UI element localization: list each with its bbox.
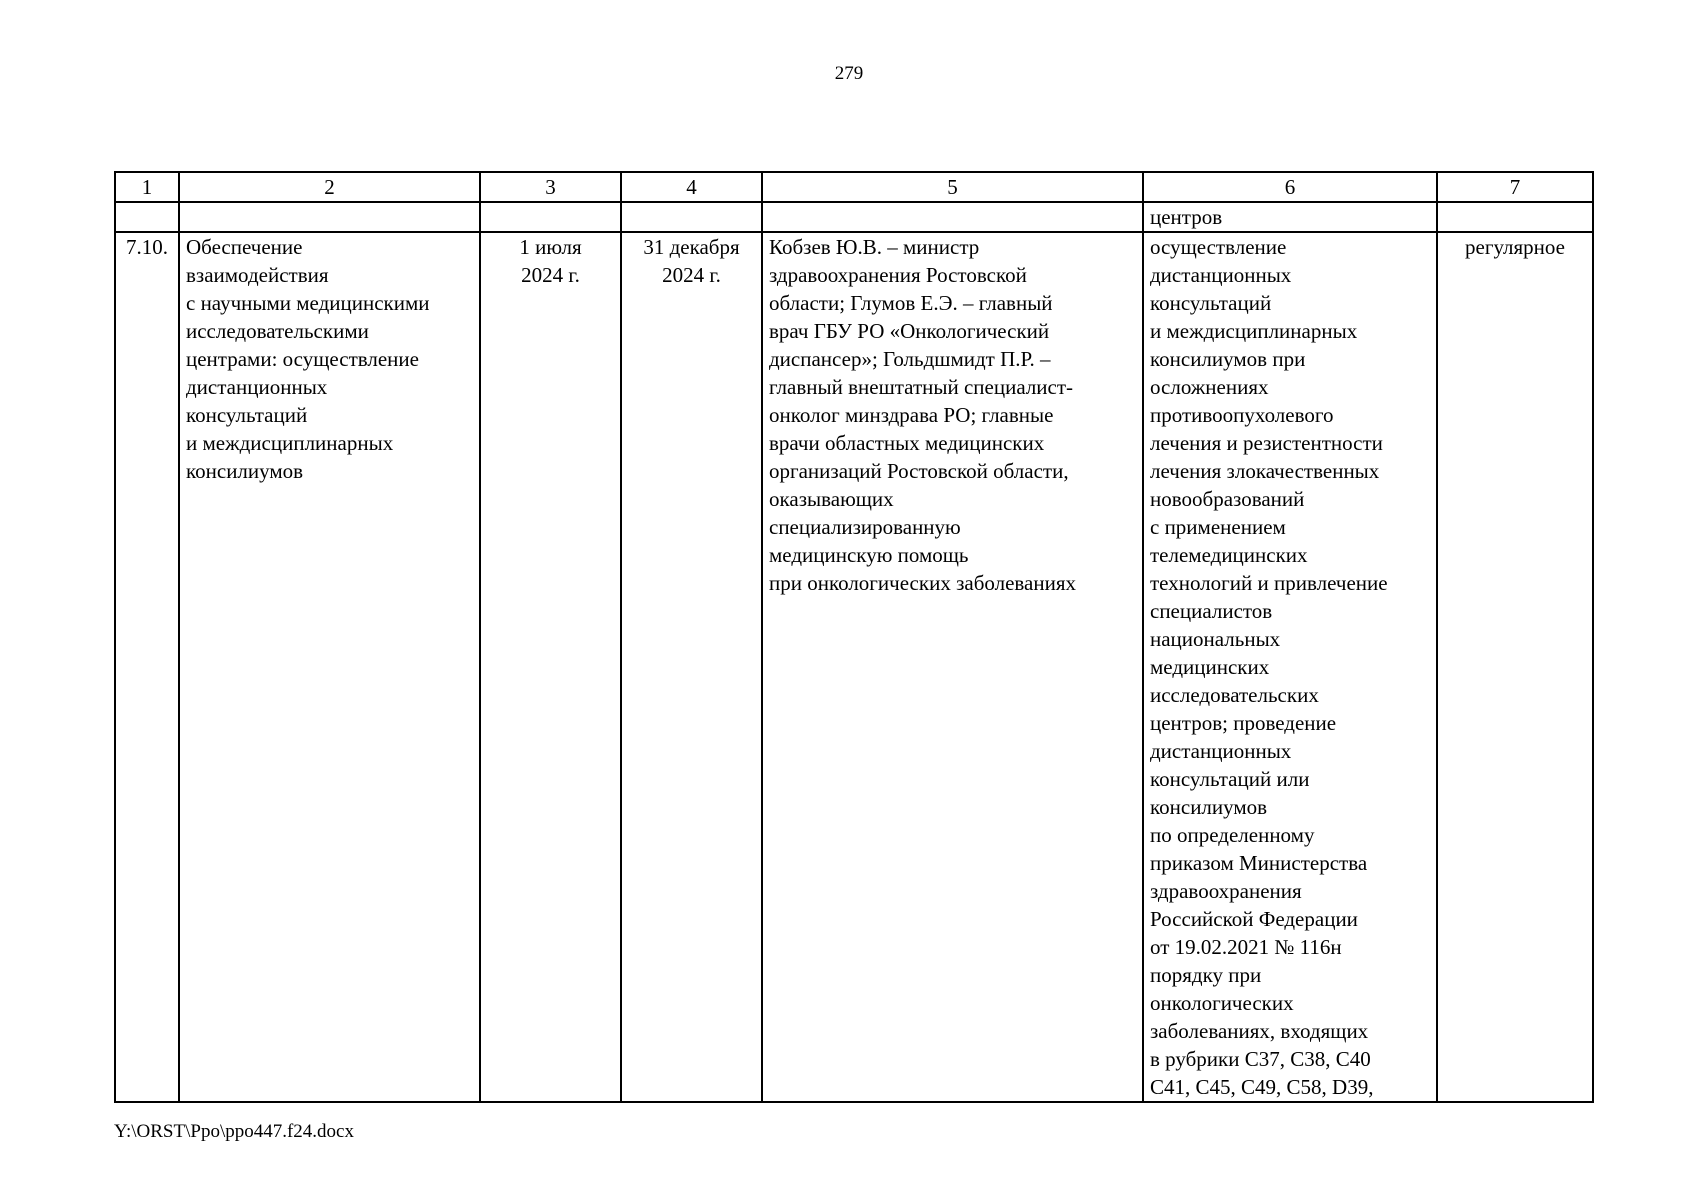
cont-cell-5 xyxy=(762,202,1143,232)
description-line: центрами: осуществление xyxy=(186,347,419,371)
responsible-line: диспансер»; Гольдшмидт П.Р. – xyxy=(769,347,1051,371)
header-cell-5: 5 xyxy=(762,172,1143,202)
result-line: специалистов xyxy=(1150,599,1273,623)
description-line: и междисциплинарных xyxy=(186,431,394,455)
result-line: консилиумов при xyxy=(1150,347,1306,371)
result-line: центров; проведение xyxy=(1150,711,1337,735)
header-cell-3: 3 xyxy=(480,172,621,202)
header-cell-2: 2 xyxy=(179,172,480,202)
header-cell-6: 6 xyxy=(1143,172,1437,202)
result-line: порядку при xyxy=(1150,963,1262,987)
result-line: консилиумов xyxy=(1150,795,1268,819)
result-line: национальных xyxy=(1150,627,1281,651)
description-line: консультаций xyxy=(186,403,308,427)
responsible-line: врач ГБУ РО «Онкологический xyxy=(769,319,1050,343)
table-row xyxy=(115,232,1593,1102)
description-line: дистанционных xyxy=(186,375,328,399)
description-line: взаимодействия xyxy=(186,263,329,287)
result-line: медицинских xyxy=(1150,655,1270,679)
responsible-line: при онкологических заболеваниях xyxy=(769,571,1076,595)
result-line: лечения злокачественных xyxy=(1150,459,1380,483)
result-line: исследовательских xyxy=(1150,683,1319,707)
item-description xyxy=(179,232,480,1102)
result-line: онкологических xyxy=(1150,991,1294,1015)
result-line: противоопухолевого xyxy=(1150,403,1334,427)
continuation-row xyxy=(115,202,1593,232)
result-line: осложнениях xyxy=(1150,375,1269,399)
footer-file-path: Y:\ORST\Ppo\ppo447.f24.docx xyxy=(114,1121,354,1142)
header-cell-7: 7 xyxy=(1437,172,1593,202)
responsible-line: организаций Ростовской области, xyxy=(769,459,1069,483)
header-cell-1: 1 xyxy=(115,172,179,202)
result-line: осуществление xyxy=(1150,235,1287,259)
responsible-line: здравоохранения Ростовской xyxy=(769,263,1027,287)
responsible-line: Кобзев Ю.В. – министр xyxy=(769,235,980,259)
result-line: дистанционных xyxy=(1150,263,1292,287)
result-line: от 19.02.2021 № 116н xyxy=(1150,935,1342,959)
cont-cell-1 xyxy=(115,202,179,232)
item-number: 7.10. xyxy=(115,232,179,1102)
result-line: по определенному xyxy=(1150,823,1315,847)
header-cell-4: 4 xyxy=(621,172,762,202)
responsible-line: главный внештатный специалист- xyxy=(769,375,1074,399)
end-date-line: 31 декабря xyxy=(643,235,740,259)
description-line: Обеспечение xyxy=(186,235,303,259)
end-date-line: 2024 г. xyxy=(662,263,721,287)
page-number: 279 xyxy=(834,63,864,84)
result-line: и междисциплинарных xyxy=(1150,319,1358,343)
header-row xyxy=(115,172,1593,202)
result-line: лечения и резистентности xyxy=(1150,431,1383,455)
result-line: новообразований xyxy=(1150,487,1305,511)
start-date-line: 1 июля xyxy=(519,235,582,259)
result-line: в рубрики C37, C38, C40 xyxy=(1150,1047,1371,1071)
result-line: дистанционных xyxy=(1150,739,1292,763)
start-date-line: 2024 г. xyxy=(521,263,580,287)
result-line: консультаций или xyxy=(1150,767,1310,791)
responsible-line: медицинскую помощь xyxy=(769,543,969,567)
result-line: с применением xyxy=(1150,515,1286,539)
description-line: с научными медицинскими xyxy=(186,291,430,315)
cont-cell-4 xyxy=(621,202,762,232)
cont-cell-7 xyxy=(1437,202,1593,232)
responsible-line: области; Глумов Е.Э. – главный xyxy=(769,291,1053,315)
start-date xyxy=(480,232,621,1102)
periodicity: регулярное xyxy=(1437,232,1593,1102)
responsible-line: специализированную xyxy=(769,515,961,539)
result-line: здравоохранения xyxy=(1150,879,1302,903)
responsible-line: онколог минздрава РО; главные xyxy=(769,403,1054,427)
expected-result xyxy=(1143,232,1437,1102)
result-line: приказом Министерства xyxy=(1150,851,1368,875)
end-date xyxy=(621,232,762,1102)
description-line: исследовательскими xyxy=(186,319,369,343)
result-line: технологий и привлечение xyxy=(1150,571,1388,595)
cont-cell-6: центров xyxy=(1143,202,1437,232)
cont-cell-3 xyxy=(480,202,621,232)
responsible-line: оказывающих xyxy=(769,487,894,511)
result-line: заболеваниях, входящих xyxy=(1150,1019,1369,1043)
result-line: телемедицинских xyxy=(1150,543,1308,567)
result-line: C41, C45, C49, C58, D39, xyxy=(1150,1075,1374,1099)
cont-cell-2 xyxy=(179,202,480,232)
description-line: консилиумов xyxy=(186,459,304,483)
plan-table xyxy=(114,171,1594,1103)
responsible-line: врачи областных медицинских xyxy=(769,431,1045,455)
responsible-persons xyxy=(762,232,1143,1102)
result-line: консультаций xyxy=(1150,291,1272,315)
result-line: Российской Федерации xyxy=(1150,907,1358,931)
